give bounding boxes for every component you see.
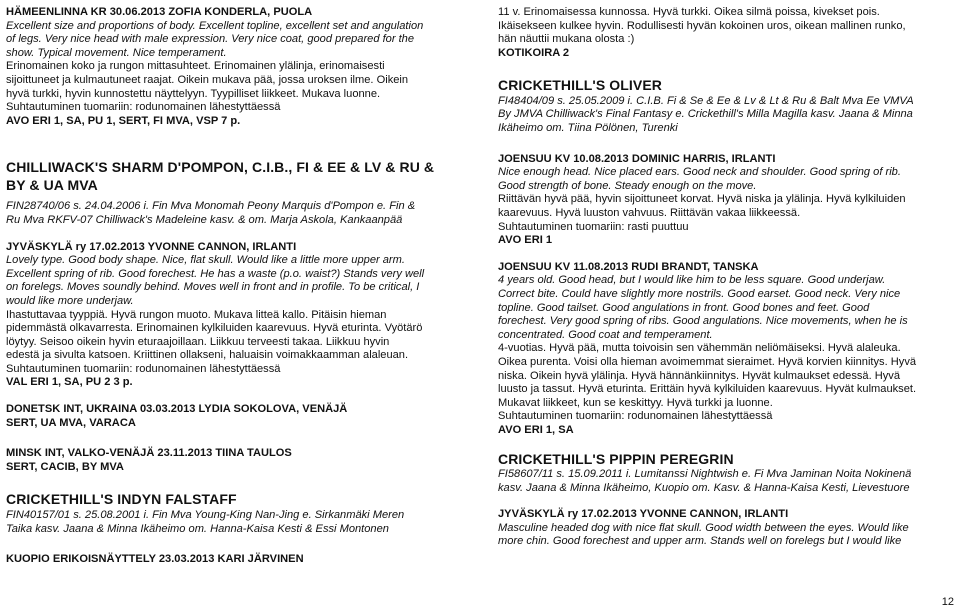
text-line: AVO ERI 1 [498,234,553,247]
text-line: Taika kasv. Jaana & Minna Ikäheimo om. Hanna-Kaisa Kesti & Essi Montonen [6,522,389,535]
text-line: hyvä turkki, hyvin kunnostettu näyttelyyn. Tyypilliset liikkeet. Mukava luonne. [6,87,381,100]
text-line: concentrated. Good coat and temperament. [498,328,713,341]
text-line: Ihastuttavaa tyyppiä. Hyvä rungon muoto. Mukava litteä kallo. Pitäisin hieman [6,308,387,321]
text-line: 4-vuotias. Hyvä pää, mutta toivoisin sen vähemmän neliömäiseksi. Hyvä alaleuka. [498,342,901,355]
dog-title-chilliwacks-sharm [6,159,464,194]
text-line: JYVÄSKYLÄ ry 17.02.2013 YVONNE CANNON, IRLANTI [6,240,297,253]
text-line: pidemmästä olkavarresta. Erinomainen kylkiluiden kaarevuus. Hyvä eturinta. Vyötärö [6,322,423,335]
text-line: niska. Oikein hyvä ylälinja. Hyvä hännänkiinnitys. Hyvät kulmaukset edessä. Hyvä [498,369,901,382]
text-line: luusto ja tassut. Hyvä eturinta. Erittäin hyvä kylkiluiden kaarevuus. Hyvät kulmaukset. [498,383,917,396]
dog-info-indyn-falstaff [6,509,464,536]
text-line: Suhtautuminen tuomariin: rodunomainen lähestyttäessä [6,101,281,114]
dog-title-pippin-peregrin: CRICKETHILL'S PIPPIN PEREGRIN [498,450,734,467]
page-number: 12 [941,596,954,608]
section-minsk [6,447,464,474]
text-line: AVO ERI 1, SA, PU 1, SERT, FI MVA, VSP 7 p. [6,114,241,127]
text-line: on forelegs. Moves soundly behind. Moves well in front and in profile. To be critical, I [6,281,420,294]
text-line: Nice enough head. Nice placed ears. Good neck and shoulder. Good spring of rib. [498,166,901,179]
text-line: Ikäheimo om. Tiina Pölönen, Turenki [498,122,678,135]
text-line: SERT, CACIB, BY MVA [6,460,124,473]
text-line: Excellent spring of rib. Good forechest. He has a waste (p.o. waist?) Stands very well [6,267,425,280]
dog-info-pippin-peregrin [498,468,956,495]
text-line: löytyy. Seisoo oikein hyvin eturaajoillaan. Liikkuu terveesti takaa. Liikkuu hyvin [6,335,390,348]
text-line: Suhtautuminen tuomariin: rasti puuttuu [498,220,689,233]
dog-title-indyn-falstaff: CRICKETHILL'S INDYN FALSTAFF [6,491,237,508]
heading-line: CHILLIWACK'S SHARM D'POMPON, C.I.B., FI & EE & LV & RU & [6,159,435,176]
text-line: Riittävän hyvä pää, hyvin sijoittuneet korvat. Hyvä niska ja ylälinja. Hyvä kylkiluiden [498,193,906,206]
text-line: KUOPIO ERIKOISNÄYTTELY 23.03.2013 KARI JÄRVINEN [6,553,304,566]
text-line: more chin. Good forechest and upper arm. Stands well on forelegs but I would like [498,535,902,548]
text-line: Suhtautuminen tuomariin: rodunomainen lähestyttäessä [498,410,773,423]
text-line: 4 years old. Good head, but I would like him to be less square. Good underjaw. [498,274,886,287]
left-column [6,6,464,567]
text-line: Ikäisekseen kulkee hyvin. Rodullisesti hyvän kokoinen uros, oikean mallinen runko, [498,19,906,32]
text-line: KOTIKOIRA 2 [498,46,570,59]
section-joensuu-1108 [498,261,956,438]
text-line: hän näuttii mukana olosta :) [498,33,635,46]
text-line: FIN28740/06 s. 24.04.2006 i. Fin Mva Monomah Peony Marquis d'Pompon e. Fin & [6,200,416,213]
text-line: FIN40157/01 s. 25.08.2001 i. Fin Mva Young-King Nan-Jing e. Sirkanmäki Meren [6,508,405,521]
text-line: Good strength of bone. Steady enough on the move. [498,179,757,192]
text-line: Masculine headed dog with nice flat skull. Good width between the eyes. Would like [498,521,909,534]
text-line: DONETSK INT, UKRAINA 03.03.2013 LYDIA SOKOLOVA, VENÄJÄ [6,403,348,416]
text-line: Lovely type. Good body shape. Nice, flat skull. Would like a little more upper arm. [6,254,405,267]
section-continued-text [498,6,956,60]
text-line: kasv. Jaana & Minna Ikäheimo, Kuopio om. Kasv. & Hanna-Kaisa Kesti, Lievestuore [498,481,910,494]
section-jyvaskyla-right [498,508,956,549]
section-joensuu-1008 [498,153,956,248]
heading-line: BY & UA MVA [6,176,98,193]
text-line: FI48404/09 s. 25.05.2009 i. C.I.B. Fi & Se & Ee & Lv & Lt & Ru & Balt Mva Ee VMVA [498,94,914,107]
text-line: kaarevuus. Hyvä luuston vahvuus. Riittävän vakaa liikkeessä. [498,207,801,220]
text-line: Excellent size and proportions of body. Excellent topline, excellent set and angulation [6,19,424,32]
text-line: Suhtautuminen tuomariin: rodunomainen lähestyttäessä [6,362,281,375]
dog-info-chilliwacks-sharm [6,200,464,227]
text-line: 11 v. Erinomaisessa kunnossa. Hyvä turkki. Oikea silmä poissa, kivekset pois. [498,6,880,18]
text-line: sijoittuneet ja kulmautuneet raajat. Oikein mukava pää, jossa uroksen ilme. Oikein [6,73,409,86]
text-line: Mukavat liikkeet, kun se keskittyy. Hyvä turkki ja luonne. [498,396,773,409]
section-kuopio [6,553,464,567]
text-line: VAL ERI 1, SA, PU 2 3 p. [6,376,133,389]
text-line: MINSK INT, VALKO-VENÄJÄ 23.11.2013 TIINA TAULOS [6,447,292,460]
text-line: of legs. Very nice head with male expression. Very nice coat, good prepared for the [6,33,415,46]
text-line: edestä ja sivulta katsoen. Kriittinen ollakseni, haluaisin voimakkaamman alaleuan. [6,349,409,362]
text-line: JYVÄSKYLÄ ry 17.02.2013 YVONNE CANNON, IRLANTI [498,508,789,521]
text-line: Ru Mva RKFV-07 Chilliwack's Madeleine kasv. & om. Marja Askola, Kankaanpää [6,213,403,226]
text-line: JOENSUU KV 10.08.2013 DOMINIC HARRIS, IRLANTI [498,152,776,165]
text-line: Erinomainen koko ja rungon mittasuhteet. Erinomainen ylälinja, erinomaisesti [6,60,385,73]
text-line: JOENSUU KV 11.08.2013 RUDI BRANDT, TANSKA [498,260,759,273]
text-line: HÄMEENLINNA KR 30.06.2013 ZOFIA KONDERLA, PUOLA [6,6,313,18]
section-jyvaskyla-left [6,241,464,391]
text-line: would like more underjaw. [6,294,134,307]
text-line: topline. Good tailset. Good angulations in front. Good bones and feet. Good [498,301,870,314]
section-donetsk [6,403,464,430]
text-line: Correct bite. Could have slightly more nostrils. Good earset. Good neck. Very nice [498,288,901,300]
text-line: show. Typical movement. Nice temperament. [6,46,227,59]
dog-info-oliver [498,95,956,136]
text-line: Oikea purenta. Voisi olla hieman avoimemmat sieraimet. Hyvä korvien kiinnitys. Hyvä [498,355,917,368]
text-line: FI58607/11 s. 15.09.2011 i. Lumitanssi Nightwish e. Fi Mva Jaminan Noita Nokinenä [498,468,912,481]
text-line: forechest. Very good spring of ribs. Good angulations. Nice movements, when he is [498,315,908,328]
text-line: SERT, UA MVA, VARACA [6,416,136,429]
dog-title-oliver: CRICKETHILL'S OLIVER [498,77,662,94]
text-line: AVO ERI 1, SA [498,423,574,436]
text-line: By JMVA Chilliwack's Final Fantasy e. Crickethill's Milla Magilla kasv. Jaana & Minna [498,108,913,121]
right-column [498,6,956,549]
section-hameenlinna [6,6,464,128]
